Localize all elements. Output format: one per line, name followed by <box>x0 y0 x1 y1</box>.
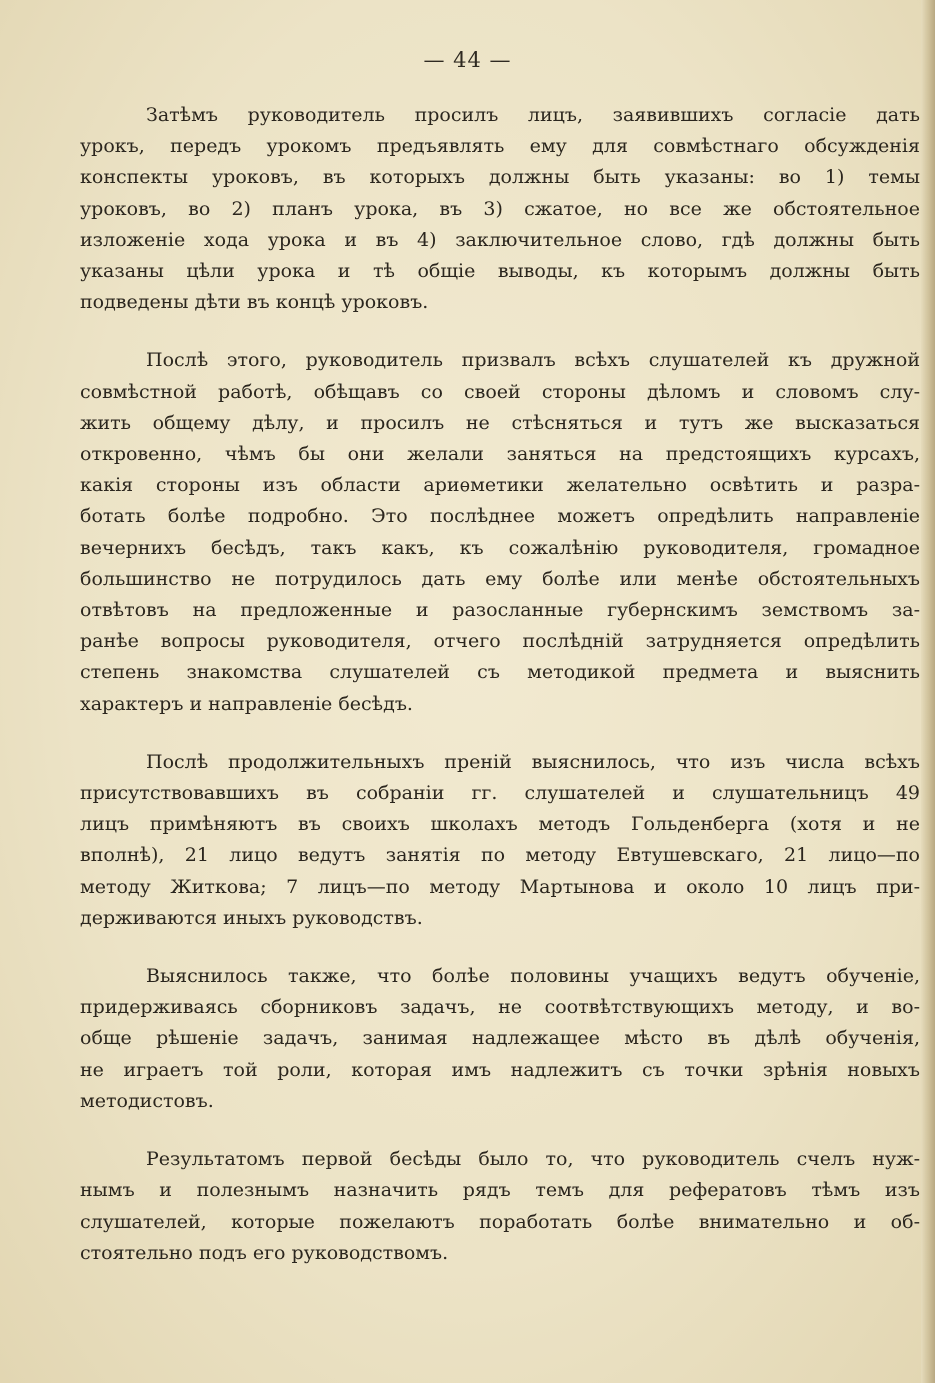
text-line: не играетъ той роли, которая имъ надлежитъ съ точки зрѣнія новыхъ <box>80 1058 920 1081</box>
text-line: Результатомъ первой бесѣды было то, что руководитель счелъ нуж- <box>146 1148 920 1171</box>
text-line: степень знакомства слушателей съ методикой предмета и выяснить <box>80 661 920 684</box>
text-line: большинство не потрудилось дать ему болѣе или менѣе обстоятельныхъ <box>80 567 920 590</box>
text-line: нымъ и полезнымъ назначить рядъ темъ для рефератовъ тѣмъ изъ <box>80 1179 920 1202</box>
text-line: отвѣтовъ на предложенные и разосланные губернскимъ земствомъ за- <box>80 599 920 622</box>
text-line: конспекты уроковъ, въ которыхъ должны быть указаны: во 1) темы <box>80 166 920 189</box>
body-text <box>80 100 920 1269</box>
text-line: ранѣе вопросы руководителя, отчего послѣдній затрудняется опредѣлить <box>80 630 920 653</box>
paragraph <box>80 961 920 1117</box>
text-line: присутствовавшихъ въ собраніи гг. слушателей и слушательницъ 49 <box>80 782 920 805</box>
text-line: указаны цѣли урока и тѣ общіе выводы, къ которымъ должны быть <box>80 260 920 283</box>
paragraph <box>80 100 920 318</box>
text-line: вполнѣ), 21 лицо ведутъ занятія по методу Евтушевскаго, 21 лицо—по <box>80 844 920 867</box>
paragraph <box>80 747 920 934</box>
text-line: держиваются иныхъ руководствъ. <box>80 906 423 929</box>
text-line: совмѣстной работѣ, обѣщавъ со своей стороны дѣломъ и словомъ слу- <box>80 380 920 403</box>
text-line: ботать болѣе подробно. Это послѣднее можетъ опредѣлить направленіе <box>80 505 920 528</box>
text-line: лицъ примѣняютъ въ своихъ школахъ методъ Гольденберга (хотя и не <box>80 813 920 836</box>
text-line: какія стороны изъ области ариѳметики желательно освѣтить и разра- <box>80 474 920 497</box>
text-line: стоятельно подъ его руководствомъ. <box>80 1241 449 1264</box>
text-line: Послѣ этого, руководитель призвалъ всѣхъ слушателей къ дружной <box>146 349 920 372</box>
text-line: характеръ и направленіе бесѣдъ. <box>80 692 413 715</box>
text-line: Выяснилось также, что болѣе половины учащихъ ведутъ обученіе, <box>146 965 920 988</box>
text-line: придерживаясь сборниковъ задачъ, не соотвѣтствующихъ методу, и во- <box>80 996 920 1019</box>
text-line: Затѣмъ руководитель просилъ лицъ, заявившихъ согласіе дать <box>146 104 920 126</box>
text-line: изложеніе хода урока и въ 4) заключительное слово, гдѣ должны быть <box>80 228 920 251</box>
text-line: подведены дѣти въ концѣ уроковъ. <box>80 291 429 314</box>
text-line: откровенно, чѣмъ бы они желали заняться на предстоящихъ курсахъ, <box>80 443 920 466</box>
text-line: урокъ, передъ урокомъ предъявлять ему для совмѣстнаго обсужденія <box>80 135 920 158</box>
text-line: Послѣ продолжительныхъ преній выяснилось, что изъ числа всѣхъ <box>146 750 920 773</box>
page-edge-shadow <box>921 0 935 1383</box>
text-line: методу Житкова; 7 лицъ—по методу Мартынова и около 10 лицъ при- <box>80 875 920 898</box>
paragraph <box>80 1144 920 1269</box>
text-line: обще рѣшеніе задачъ, занимая надлежащее мѣсто въ дѣлѣ обученія, <box>80 1027 920 1050</box>
paragraph <box>80 345 920 719</box>
text-line: методистовъ. <box>80 1089 214 1112</box>
text-line: жить общему дѣлу, и просилъ не стѣсняться и тутъ же высказаться <box>80 411 920 434</box>
text-line: вечернихъ бесѣдъ, такъ какъ, къ сожалѣнію руководителя, громадное <box>80 536 920 559</box>
page-number: — 44 — <box>423 48 512 72</box>
text-line: уроковъ, во 2) планъ урока, въ 3) сжатое, но все же обстоятельное <box>80 197 920 220</box>
text-line: слушателей, которые пожелаютъ поработать болѣе внимательно и об- <box>80 1210 920 1233</box>
